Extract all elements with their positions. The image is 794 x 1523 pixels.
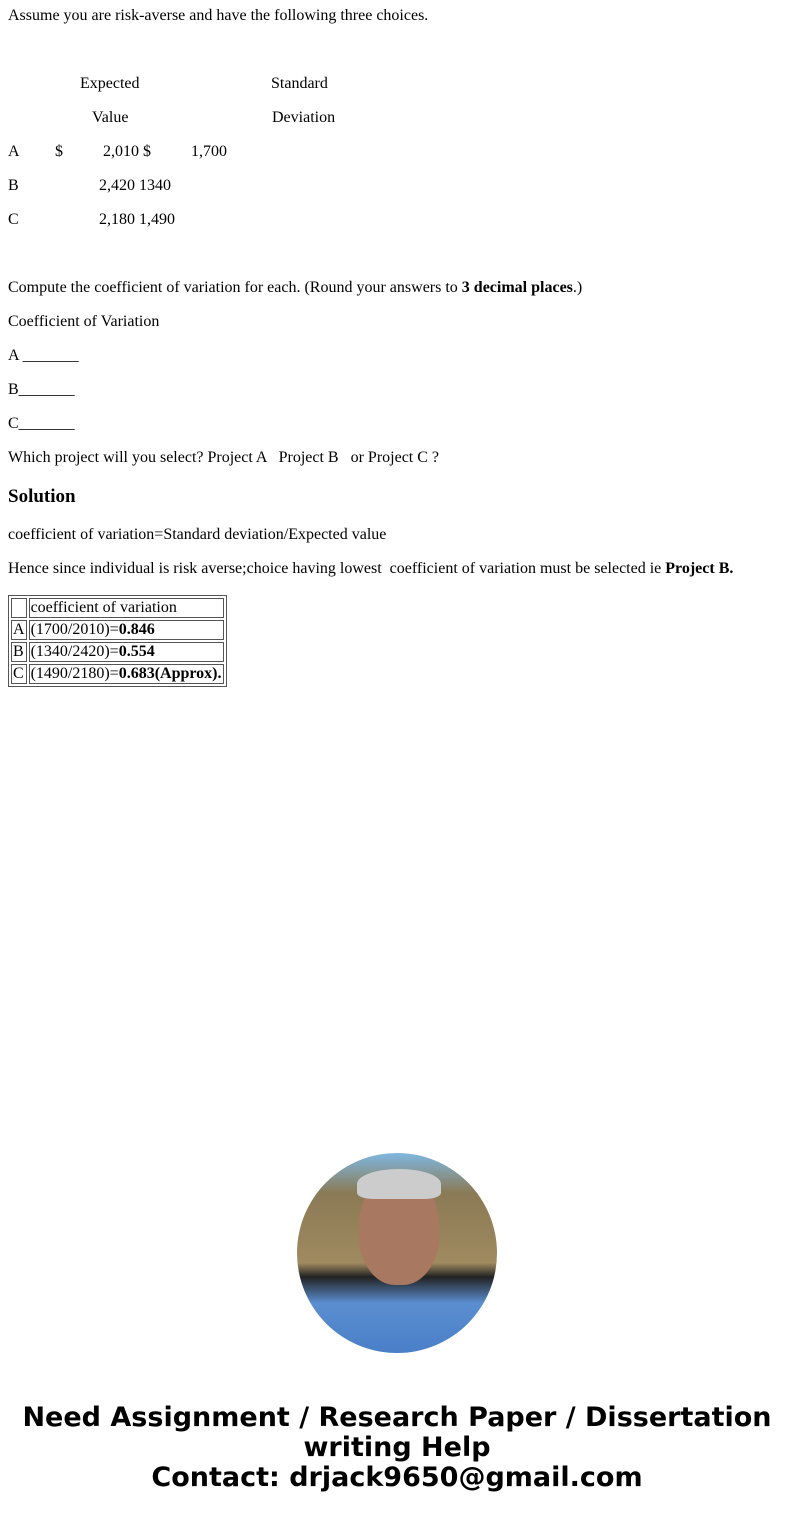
footer-line-3: Contact: drjack9650@gmail.com <box>151 1462 643 1493</box>
table-row <box>11 664 224 684</box>
header-deviation: Deviation <box>272 109 336 126</box>
question-prefix: Compute the coefficient of variation for each. (Round your answers to <box>8 279 462 296</box>
choice-a-sd: 1,700 <box>191 143 227 160</box>
hair-shape <box>357 1169 441 1199</box>
blank-a: A _______ <box>8 347 79 364</box>
header-value: Value <box>92 109 129 126</box>
choice-a-label: A <box>8 143 20 160</box>
choice-a-dollar: $ <box>55 143 63 160</box>
choice-c-values: 2,180 1,490 <box>99 211 175 228</box>
question-suffix: .) <box>572 279 583 296</box>
conclusion-answer: Project B. <box>665 560 734 577</box>
footer-line-1: Need Assignment / Research Paper / Dissertation <box>22 1402 772 1433</box>
solution-conclusion <box>8 559 733 579</box>
row-value <box>29 642 224 662</box>
choice-a-ev: 2,010 $ <box>103 143 151 160</box>
cv-label: Coefficient of Variation <box>8 313 160 330</box>
row-expr: (1340/2420)= <box>30 643 119 660</box>
solution-heading: Solution <box>8 486 76 507</box>
blank-b: B_______ <box>8 381 75 398</box>
row-value <box>29 664 224 684</box>
row-expr: (1700/2010)= <box>30 621 119 638</box>
table-row <box>11 642 224 662</box>
header-standard: Standard <box>271 75 328 92</box>
select-question: Which project will you select? Project A Project B or Project C ? <box>8 449 440 466</box>
row-label: B <box>11 642 27 662</box>
row-result: 0.683(Approx). <box>118 665 222 682</box>
row-label: C <box>11 664 27 684</box>
row-value <box>29 620 224 640</box>
choice-b-label: B <box>8 177 19 194</box>
intro-text: Assume you are risk-averse and have the following three choices. <box>8 7 429 24</box>
row-label: A <box>13 621 25 638</box>
cv-table <box>8 595 227 687</box>
blank-c: C_______ <box>8 415 75 432</box>
question-text <box>8 278 582 298</box>
table-header-row <box>11 598 224 618</box>
table-cell-empty <box>11 598 27 618</box>
footer-contact <box>0 1403 794 1493</box>
header-expected: Expected <box>80 75 140 92</box>
footer-line-2: writing Help <box>303 1432 491 1463</box>
row-expr: (1490/2180)= <box>30 665 119 682</box>
row-result: 0.846 <box>118 621 155 638</box>
table-row <box>11 620 224 640</box>
solution-formula: coefficient of variation=Standard deviation/Expected value <box>8 526 387 543</box>
table-header-cell: coefficient of variation <box>29 598 224 618</box>
conclusion-text: Hence since individual is risk averse;choice having lowest coefficient of variation must be selected ie <box>8 560 666 577</box>
author-avatar <box>297 1153 497 1353</box>
question-bold: 3 decimal places <box>461 279 573 296</box>
choice-c-label: C <box>8 211 19 228</box>
choice-b-values: 2,420 1340 <box>99 177 171 194</box>
row-result: 0.554 <box>118 643 155 660</box>
